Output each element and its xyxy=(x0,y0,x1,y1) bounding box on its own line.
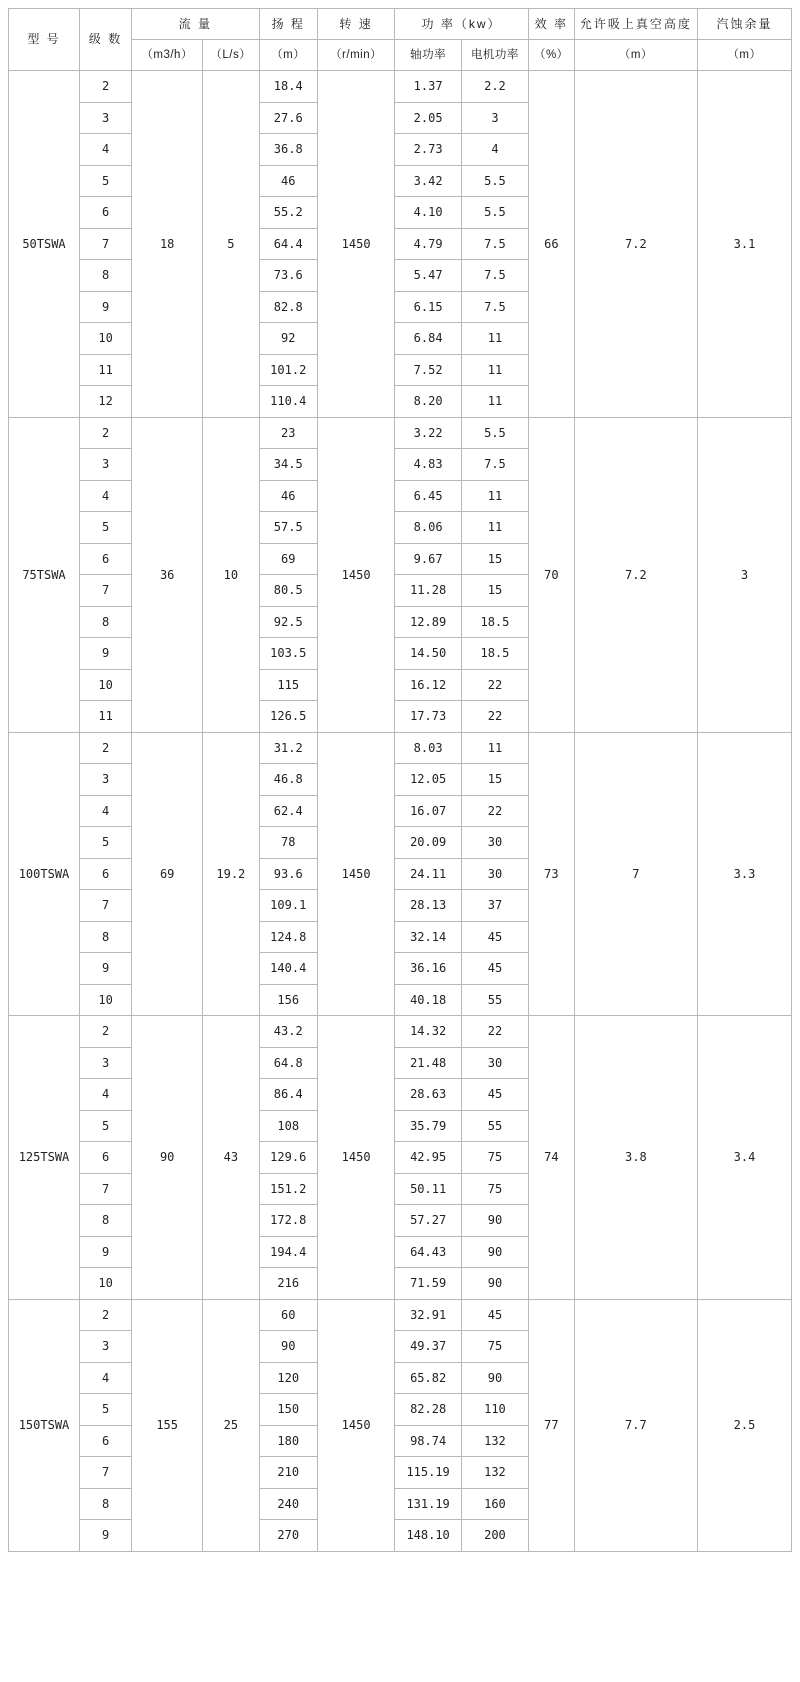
cell-stage: 4 xyxy=(79,134,131,166)
cell-shaft-power: 2.05 xyxy=(395,102,462,134)
cell-motor-power: 90 xyxy=(462,1362,529,1394)
cell-stage: 5 xyxy=(79,1394,131,1426)
cell-head: 55.2 xyxy=(259,197,317,229)
cell-motor-power: 15 xyxy=(462,575,529,607)
cell-flow-m3h: 69 xyxy=(132,732,203,1016)
cell-motor-power: 7.5 xyxy=(462,449,529,481)
cell-speed: 1450 xyxy=(317,417,394,732)
cell-stage: 6 xyxy=(79,1425,131,1457)
cell-head: 180 xyxy=(259,1425,317,1457)
cell-shaft-power: 4.83 xyxy=(395,449,462,481)
cell-shaft-power: 28.13 xyxy=(395,890,462,922)
cell-shaft-power: 5.47 xyxy=(395,260,462,292)
cell-head: 90 xyxy=(259,1331,317,1363)
cell-stage: 3 xyxy=(79,1047,131,1079)
cell-head: 62.4 xyxy=(259,795,317,827)
header-flow-unit-ls: （L/s） xyxy=(203,40,259,71)
cell-motor-power: 11 xyxy=(462,480,529,512)
header-row-main xyxy=(9,9,792,40)
cell-motor-power: 75 xyxy=(462,1173,529,1205)
cell-stage: 8 xyxy=(79,921,131,953)
cell-motor-power: 90 xyxy=(462,1268,529,1300)
cell-motor-power: 11 xyxy=(462,512,529,544)
cell-stage: 7 xyxy=(79,1457,131,1489)
cell-stage: 5 xyxy=(79,827,131,859)
cell-shaft-power: 98.74 xyxy=(395,1425,462,1457)
cell-stage: 3 xyxy=(79,449,131,481)
header-efficiency: 效 率 xyxy=(528,9,574,40)
cell-motor-power: 15 xyxy=(462,543,529,575)
cell-shaft-power: 8.20 xyxy=(395,386,462,418)
cell-model: 50TSWA xyxy=(9,71,80,418)
cell-head: 82.8 xyxy=(259,291,317,323)
cell-stage: 9 xyxy=(79,291,131,323)
table-row xyxy=(9,732,792,764)
cell-stage: 4 xyxy=(79,480,131,512)
cell-motor-power: 45 xyxy=(462,953,529,985)
cell-stage: 8 xyxy=(79,606,131,638)
cell-head: 120 xyxy=(259,1362,317,1394)
cell-stage: 7 xyxy=(79,575,131,607)
cell-shaft-power: 40.18 xyxy=(395,984,462,1016)
cell-motor-power: 11 xyxy=(462,732,529,764)
cell-motor-power: 15 xyxy=(462,764,529,796)
cell-cavitation: 3.3 xyxy=(697,732,791,1016)
cell-shaft-power: 16.07 xyxy=(395,795,462,827)
cell-shaft-power: 8.03 xyxy=(395,732,462,764)
cell-shaft-power: 50.11 xyxy=(395,1173,462,1205)
cell-head: 60 xyxy=(259,1299,317,1331)
cell-shaft-power: 16.12 xyxy=(395,669,462,701)
cell-cavitation: 3 xyxy=(697,417,791,732)
cell-motor-power: 22 xyxy=(462,669,529,701)
table-row xyxy=(9,1299,792,1331)
cell-stage: 6 xyxy=(79,858,131,890)
cell-suction: 7.2 xyxy=(574,417,697,732)
cell-head: 110.4 xyxy=(259,386,317,418)
cell-head: 210 xyxy=(259,1457,317,1489)
cell-head: 57.5 xyxy=(259,512,317,544)
cell-flow-m3h: 36 xyxy=(132,417,203,732)
cell-shaft-power: 14.32 xyxy=(395,1016,462,1048)
cell-flow-ls: 19.2 xyxy=(203,732,259,1016)
cell-shaft-power: 9.67 xyxy=(395,543,462,575)
cell-motor-power: 7.5 xyxy=(462,291,529,323)
cell-head: 109.1 xyxy=(259,890,317,922)
cell-motor-power: 160 xyxy=(462,1488,529,1520)
cell-shaft-power: 17.73 xyxy=(395,701,462,733)
cell-shaft-power: 36.16 xyxy=(395,953,462,985)
cell-stage: 8 xyxy=(79,1205,131,1237)
cell-shaft-power: 12.89 xyxy=(395,606,462,638)
cell-efficiency: 77 xyxy=(528,1299,574,1551)
cell-head: 101.2 xyxy=(259,354,317,386)
cell-head: 43.2 xyxy=(259,1016,317,1048)
cell-stage: 10 xyxy=(79,984,131,1016)
table-body xyxy=(9,71,792,1552)
cell-flow-ls: 25 xyxy=(203,1299,259,1551)
cell-motor-power: 110 xyxy=(462,1394,529,1426)
header-speed-unit: （r/min） xyxy=(317,40,394,71)
cell-motor-power: 55 xyxy=(462,1110,529,1142)
cell-stage: 2 xyxy=(79,417,131,449)
cell-stage: 6 xyxy=(79,543,131,575)
cell-stage: 8 xyxy=(79,260,131,292)
cell-cavitation: 3.4 xyxy=(697,1016,791,1300)
cell-shaft-power: 4.10 xyxy=(395,197,462,229)
cell-motor-power: 2.2 xyxy=(462,71,529,103)
cell-shaft-power: 7.52 xyxy=(395,354,462,386)
cell-motor-power: 45 xyxy=(462,921,529,953)
cell-head: 129.6 xyxy=(259,1142,317,1174)
cell-suction: 7.2 xyxy=(574,71,697,418)
cell-motor-power: 90 xyxy=(462,1205,529,1237)
cell-motor-power: 18.5 xyxy=(462,638,529,670)
cell-stage: 7 xyxy=(79,1173,131,1205)
cell-head: 140.4 xyxy=(259,953,317,985)
cell-cavitation: 3.1 xyxy=(697,71,791,418)
cell-shaft-power: 115.19 xyxy=(395,1457,462,1489)
cell-head: 216 xyxy=(259,1268,317,1300)
cell-stage: 8 xyxy=(79,1488,131,1520)
cell-flow-ls: 5 xyxy=(203,71,259,418)
cell-stage: 7 xyxy=(79,228,131,260)
cell-stage: 2 xyxy=(79,71,131,103)
cell-stage: 4 xyxy=(79,1079,131,1111)
header-power: 功 率（kw） xyxy=(395,9,529,40)
cell-head: 34.5 xyxy=(259,449,317,481)
header-suction-unit: （m） xyxy=(574,40,697,71)
cell-stage: 3 xyxy=(79,102,131,134)
cell-shaft-power: 6.15 xyxy=(395,291,462,323)
cell-stage: 5 xyxy=(79,165,131,197)
cell-head: 46 xyxy=(259,480,317,512)
cell-motor-power: 132 xyxy=(462,1425,529,1457)
cell-motor-power: 132 xyxy=(462,1457,529,1489)
cell-stage: 9 xyxy=(79,1520,131,1552)
cell-stage: 10 xyxy=(79,669,131,701)
cell-motor-power: 75 xyxy=(462,1142,529,1174)
header-power-motor: 电机功率 xyxy=(462,40,529,71)
cell-efficiency: 70 xyxy=(528,417,574,732)
cell-head: 64.4 xyxy=(259,228,317,260)
cell-stage: 11 xyxy=(79,701,131,733)
cell-shaft-power: 6.45 xyxy=(395,480,462,512)
cell-motor-power: 4 xyxy=(462,134,529,166)
cell-head: 150 xyxy=(259,1394,317,1426)
header-flow: 流 量 xyxy=(132,9,259,40)
table-row xyxy=(9,1016,792,1048)
cell-shaft-power: 131.19 xyxy=(395,1488,462,1520)
cell-stage: 11 xyxy=(79,354,131,386)
cell-shaft-power: 65.82 xyxy=(395,1362,462,1394)
cell-stage: 9 xyxy=(79,638,131,670)
cell-head: 27.6 xyxy=(259,102,317,134)
cell-model: 100TSWA xyxy=(9,732,80,1016)
cell-head: 270 xyxy=(259,1520,317,1552)
cell-motor-power: 37 xyxy=(462,890,529,922)
cell-motor-power: 45 xyxy=(462,1079,529,1111)
cell-shaft-power: 12.05 xyxy=(395,764,462,796)
cell-motor-power: 75 xyxy=(462,1331,529,1363)
cell-shaft-power: 20.09 xyxy=(395,827,462,859)
cell-model: 150TSWA xyxy=(9,1299,80,1551)
cell-shaft-power: 2.73 xyxy=(395,134,462,166)
cell-shaft-power: 49.37 xyxy=(395,1331,462,1363)
cell-shaft-power: 24.11 xyxy=(395,858,462,890)
cell-shaft-power: 14.50 xyxy=(395,638,462,670)
cell-stage: 5 xyxy=(79,512,131,544)
cell-suction: 7.7 xyxy=(574,1299,697,1551)
cell-head: 93.6 xyxy=(259,858,317,890)
cell-efficiency: 66 xyxy=(528,71,574,418)
cell-motor-power: 3 xyxy=(462,102,529,134)
cell-shaft-power: 32.91 xyxy=(395,1299,462,1331)
cell-motor-power: 22 xyxy=(462,1016,529,1048)
cell-model: 75TSWA xyxy=(9,417,80,732)
cell-speed: 1450 xyxy=(317,732,394,1016)
cell-stage: 2 xyxy=(79,732,131,764)
cell-stage: 9 xyxy=(79,953,131,985)
cell-motor-power: 11 xyxy=(462,354,529,386)
cell-shaft-power: 8.06 xyxy=(395,512,462,544)
cell-stage: 2 xyxy=(79,1016,131,1048)
cell-motor-power: 30 xyxy=(462,858,529,890)
cell-motor-power: 22 xyxy=(462,795,529,827)
cell-head: 86.4 xyxy=(259,1079,317,1111)
cell-shaft-power: 11.28 xyxy=(395,575,462,607)
cell-motor-power: 7.5 xyxy=(462,260,529,292)
cell-head: 92.5 xyxy=(259,606,317,638)
cell-head: 151.2 xyxy=(259,1173,317,1205)
cell-suction: 3.8 xyxy=(574,1016,697,1300)
cell-stage: 4 xyxy=(79,795,131,827)
cell-stage: 4 xyxy=(79,1362,131,1394)
cell-head: 46 xyxy=(259,165,317,197)
cell-shaft-power: 1.37 xyxy=(395,71,462,103)
header-cavitation-unit: （m） xyxy=(697,40,791,71)
cell-suction: 7 xyxy=(574,732,697,1016)
cell-cavitation: 2.5 xyxy=(697,1299,791,1551)
cell-head: 69 xyxy=(259,543,317,575)
cell-motor-power: 18.5 xyxy=(462,606,529,638)
cell-head: 80.5 xyxy=(259,575,317,607)
cell-shaft-power: 148.10 xyxy=(395,1520,462,1552)
cell-head: 73.6 xyxy=(259,260,317,292)
cell-head: 115 xyxy=(259,669,317,701)
cell-stage: 5 xyxy=(79,1110,131,1142)
cell-shaft-power: 28.63 xyxy=(395,1079,462,1111)
cell-motor-power: 45 xyxy=(462,1299,529,1331)
cell-stage: 3 xyxy=(79,764,131,796)
cell-head: 78 xyxy=(259,827,317,859)
header-suction: 允许吸上真空高度 xyxy=(574,9,697,40)
cell-shaft-power: 3.22 xyxy=(395,417,462,449)
cell-head: 36.8 xyxy=(259,134,317,166)
header-efficiency-unit: （%） xyxy=(528,40,574,71)
cell-shaft-power: 32.14 xyxy=(395,921,462,953)
cell-shaft-power: 4.79 xyxy=(395,228,462,260)
cell-shaft-power: 42.95 xyxy=(395,1142,462,1174)
cell-head: 31.2 xyxy=(259,732,317,764)
table-header xyxy=(9,9,792,71)
cell-speed: 1450 xyxy=(317,71,394,418)
cell-motor-power: 11 xyxy=(462,386,529,418)
cell-flow-m3h: 155 xyxy=(132,1299,203,1551)
cell-flow-ls: 43 xyxy=(203,1016,259,1300)
table-row xyxy=(9,71,792,103)
header-cavitation: 汽蚀余量 xyxy=(697,9,791,40)
cell-head: 103.5 xyxy=(259,638,317,670)
cell-stage: 2 xyxy=(79,1299,131,1331)
header-speed: 转 速 xyxy=(317,9,394,40)
cell-motor-power: 5.5 xyxy=(462,165,529,197)
cell-efficiency: 74 xyxy=(528,1016,574,1300)
cell-stage: 10 xyxy=(79,323,131,355)
cell-motor-power: 200 xyxy=(462,1520,529,1552)
cell-head: 108 xyxy=(259,1110,317,1142)
cell-head: 46.8 xyxy=(259,764,317,796)
cell-stage: 9 xyxy=(79,1236,131,1268)
header-head: 扬 程 xyxy=(259,9,317,40)
cell-motor-power: 7.5 xyxy=(462,228,529,260)
cell-shaft-power: 3.42 xyxy=(395,165,462,197)
cell-shaft-power: 82.28 xyxy=(395,1394,462,1426)
cell-head: 194.4 xyxy=(259,1236,317,1268)
cell-head: 126.5 xyxy=(259,701,317,733)
pump-specification-table xyxy=(8,8,792,1552)
header-power-shaft: 轴功率 xyxy=(395,40,462,71)
cell-speed: 1450 xyxy=(317,1016,394,1300)
cell-flow-m3h: 90 xyxy=(132,1016,203,1300)
header-model: 型 号 xyxy=(9,9,80,71)
cell-shaft-power: 6.84 xyxy=(395,323,462,355)
cell-motor-power: 55 xyxy=(462,984,529,1016)
cell-head: 172.8 xyxy=(259,1205,317,1237)
header-stages: 级 数 xyxy=(79,9,131,71)
cell-stage: 10 xyxy=(79,1268,131,1300)
header-flow-unit-m3h: （m3/h） xyxy=(132,40,203,71)
cell-motor-power: 90 xyxy=(462,1236,529,1268)
cell-head: 240 xyxy=(259,1488,317,1520)
table-row xyxy=(9,417,792,449)
cell-motor-power: 30 xyxy=(462,827,529,859)
cell-motor-power: 30 xyxy=(462,1047,529,1079)
header-head-unit: （m） xyxy=(259,40,317,71)
cell-flow-ls: 10 xyxy=(203,417,259,732)
cell-efficiency: 73 xyxy=(528,732,574,1016)
cell-model: 125TSWA xyxy=(9,1016,80,1300)
cell-shaft-power: 71.59 xyxy=(395,1268,462,1300)
cell-shaft-power: 21.48 xyxy=(395,1047,462,1079)
cell-stage: 12 xyxy=(79,386,131,418)
cell-stage: 7 xyxy=(79,890,131,922)
cell-flow-m3h: 18 xyxy=(132,71,203,418)
cell-shaft-power: 64.43 xyxy=(395,1236,462,1268)
cell-motor-power: 5.5 xyxy=(462,417,529,449)
cell-shaft-power: 35.79 xyxy=(395,1110,462,1142)
cell-head: 18.4 xyxy=(259,71,317,103)
cell-motor-power: 22 xyxy=(462,701,529,733)
cell-head: 124.8 xyxy=(259,921,317,953)
cell-stage: 3 xyxy=(79,1331,131,1363)
cell-stage: 6 xyxy=(79,197,131,229)
cell-shaft-power: 57.27 xyxy=(395,1205,462,1237)
cell-head: 23 xyxy=(259,417,317,449)
cell-head: 92 xyxy=(259,323,317,355)
cell-motor-power: 11 xyxy=(462,323,529,355)
cell-motor-power: 5.5 xyxy=(462,197,529,229)
cell-head: 64.8 xyxy=(259,1047,317,1079)
cell-head: 156 xyxy=(259,984,317,1016)
cell-speed: 1450 xyxy=(317,1299,394,1551)
cell-stage: 6 xyxy=(79,1142,131,1174)
